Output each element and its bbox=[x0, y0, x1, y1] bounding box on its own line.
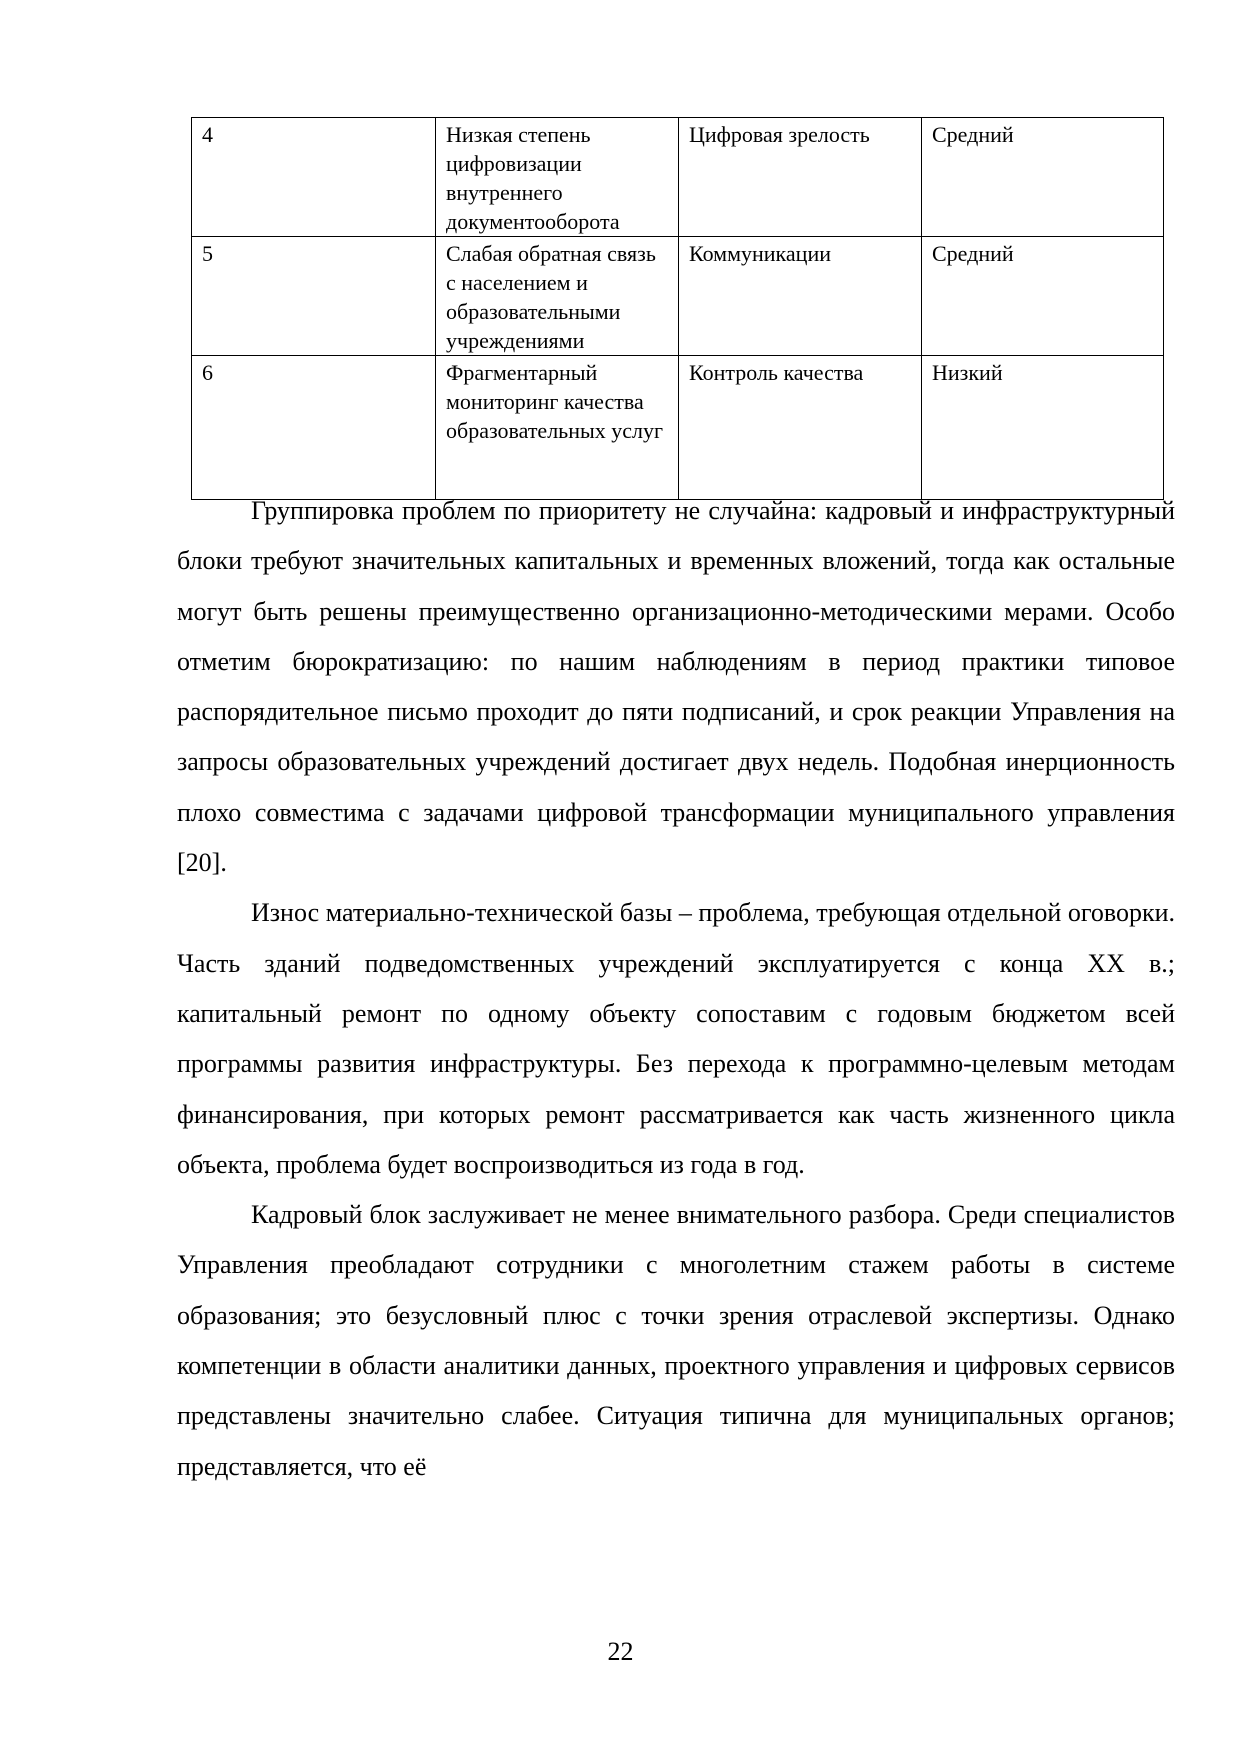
problem-cell: Фрагментарный мониторинг качества образовательных услуг bbox=[436, 356, 679, 500]
row-number-cell: 4 bbox=[192, 118, 436, 237]
body-text bbox=[177, 486, 1175, 1492]
priority-cell: Средний bbox=[922, 118, 1164, 237]
paragraph-infrastructure: Износ материально-технической базы – проблема, требующая отдельной оговорки. Часть зданий подведомственных учреждений эксплуатируется с конца XX в.; капитальный ремонт по одному объекту сопоставим с годовым бюджетом всей программы развития инфраструктуры. Без перехода к программно-целевым методам финансирования, при которых ремонт рассматривается как часть жизненного цикла объекта, проблема будет воспроизводиться из года в год. bbox=[177, 898, 1175, 1179]
problem-cell: Слабая обратная связь с населением и образовательными учреждениями bbox=[436, 237, 679, 356]
problem-cell: Низкая степень цифровизации внутреннего документооборота bbox=[436, 118, 679, 237]
table-row bbox=[192, 356, 1164, 500]
category-cell: Цифровая зрелость bbox=[679, 118, 922, 237]
priority-cell: Средний bbox=[922, 237, 1164, 356]
page-number: 22 bbox=[607, 1637, 634, 1666]
paragraph-staffing: Кадровый блок заслуживает не менее внимательного разбора. Среди специалистов Управления преобладают сотрудники с многолетним стажем работы в системе образования; это безусловный плюс с точки зрения отраслевой экспертизы. Однако компетенции в области аналитики данных, проектного управления и цифровых сервисов представлены значительно слабее. Ситуация типична для муниципальных органов; представляется, что её bbox=[177, 1200, 1175, 1481]
table-row bbox=[192, 237, 1164, 356]
table-row bbox=[192, 118, 1164, 237]
priority-cell: Низкий bbox=[922, 356, 1164, 500]
problems-table bbox=[191, 117, 1164, 500]
row-number-cell: 6 bbox=[192, 356, 436, 500]
category-cell: Контроль качества bbox=[679, 356, 922, 500]
row-number-cell: 5 bbox=[192, 237, 436, 356]
category-cell: Коммуникации bbox=[679, 237, 922, 356]
paragraph-grouping: Группировка проблем по приоритету не случайна: кадровый и инфраструктурный блоки требуют значительных капитальных и временных вложений, тогда как остальные могут быть решены преимущественно организационно-методическими мерами. Особо отметим бюрократизацию: по нашим наблюдениям в период практики типовое распорядительное письмо проходит до пяти подписаний, и срок реакции Управления на запросы образовательных учреждений достигает двух недель. Подобная инерционность плохо совместима с задачами цифровой трансформации муниципального управления [20]. bbox=[177, 496, 1175, 878]
